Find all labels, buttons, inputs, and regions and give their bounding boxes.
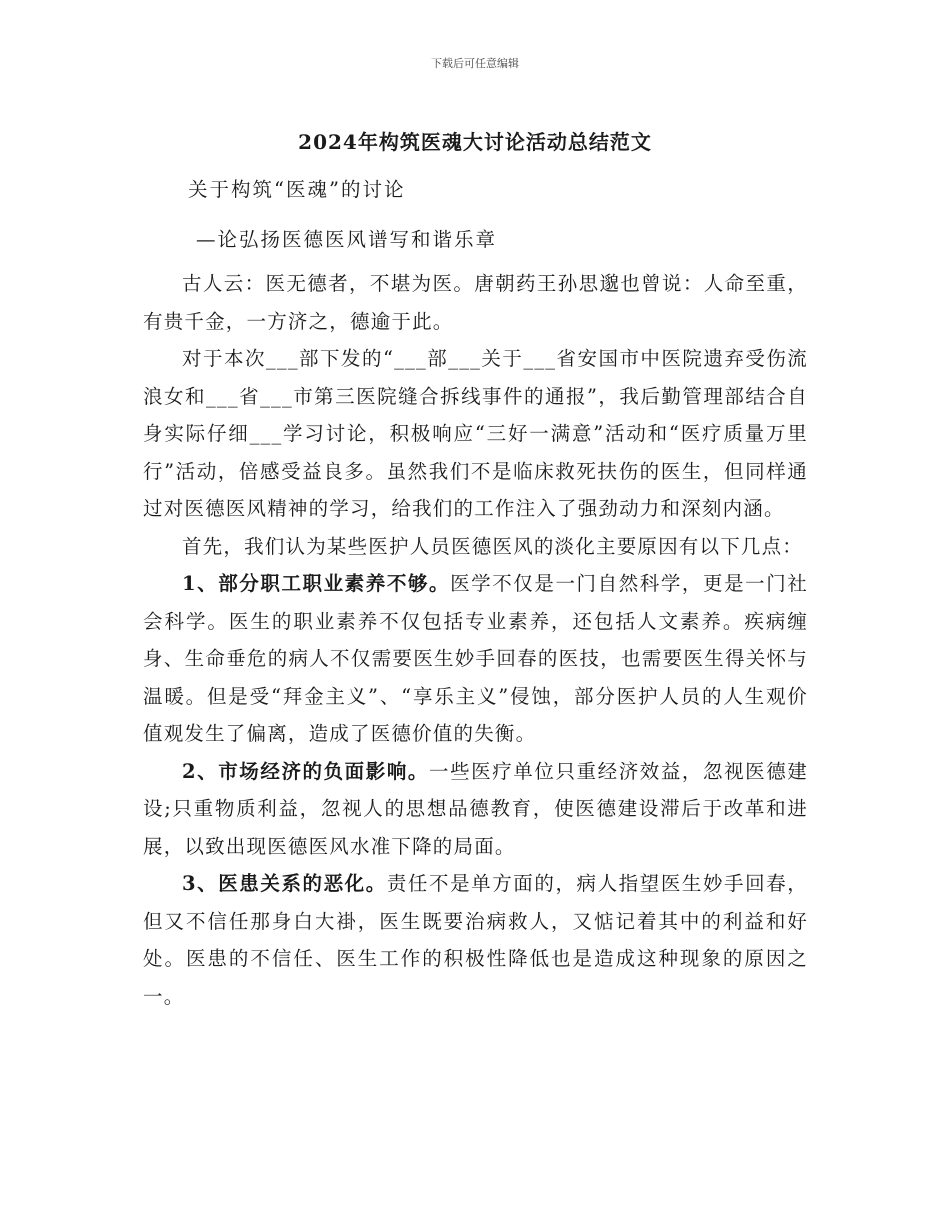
paragraph: [143, 340, 808, 528]
paragraph-text: 首先，我们认为某些医护人员医德医风的淡化主要原因有以下几点：: [182, 534, 804, 558]
paragraph: [143, 265, 808, 340]
paragraph-text: 对于本次___部下发的“___部___关于___省安国市中医院遗弃受伤流浪女和___省___市第三医院缝合拆线事件的通报”，我后勤管理部结合自身实际仔细___学习讨论，积极响应“三好一满意”活动和“医疗质量万里行”活动，倍感受益良多。虽然我们不是临床救死扶伤的医生，但同样通过对医德医风精神的学习，给我们的工作注入了强劲动力和深刻内涵。: [143, 347, 808, 520]
paragraph: [143, 753, 808, 866]
document-title: 2024年构筑医魂大讨论活动总结范文: [298, 130, 652, 154]
paragraph-bold-lead: 1、部分职工职业素养不够。: [182, 572, 451, 595]
paragraph-text: 责任不是单方面的，病人指望医生妙手回春，但又不信任那身白大褂，医生既要治病救人，又惦记着其中的利益和好处。医患的不信任、医生工作的积极性降低也是造成这种现象的原因之一。: [143, 872, 808, 1008]
paragraph-bold-lead: 2、市场经济的负面影响。: [182, 759, 429, 783]
paragraph: [143, 528, 808, 566]
paragraph-text: 一些医疗单位只重经济效益，忽视医德建设;只重物质利益，忽视人的思想品德教育，使医德建设滞后于改革和进展，以致出现医德医风水准下降的局面。: [143, 759, 809, 858]
paragraph: [143, 565, 808, 753]
subheading: —论弘扬医德医风谱写和谐乐章: [196, 228, 498, 251]
paragraph-text: 医学不仅是一门自然科学，更是一门社会科学。医生的职业素养不仅包括专业素养，还包括人文素养。疾病缠身、生命垂危的病人不仅需要医生妙手回春的医技，也需要医生得关怀与温暖。但是受“拜金主义”、“享乐主义”侵蚀，部分医护人员的人生观价值观发生了偏离，造成了医德价值的失衡。: [143, 572, 809, 745]
subtitle: 关于构筑“医魂”的讨论: [188, 178, 406, 201]
paragraph: [143, 865, 808, 1015]
paragraph-bold-lead: 3、医患关系的恶化。: [182, 872, 387, 895]
document-body: [143, 265, 808, 1015]
paragraph-text: 古人云：医无德者，不堪为医。唐朝药王孙思邈也曾说：人命至重，有贵千金，一方济之，德逾于此。: [143, 272, 808, 333]
header-note: 下载后可任意编辑: [431, 57, 519, 70]
